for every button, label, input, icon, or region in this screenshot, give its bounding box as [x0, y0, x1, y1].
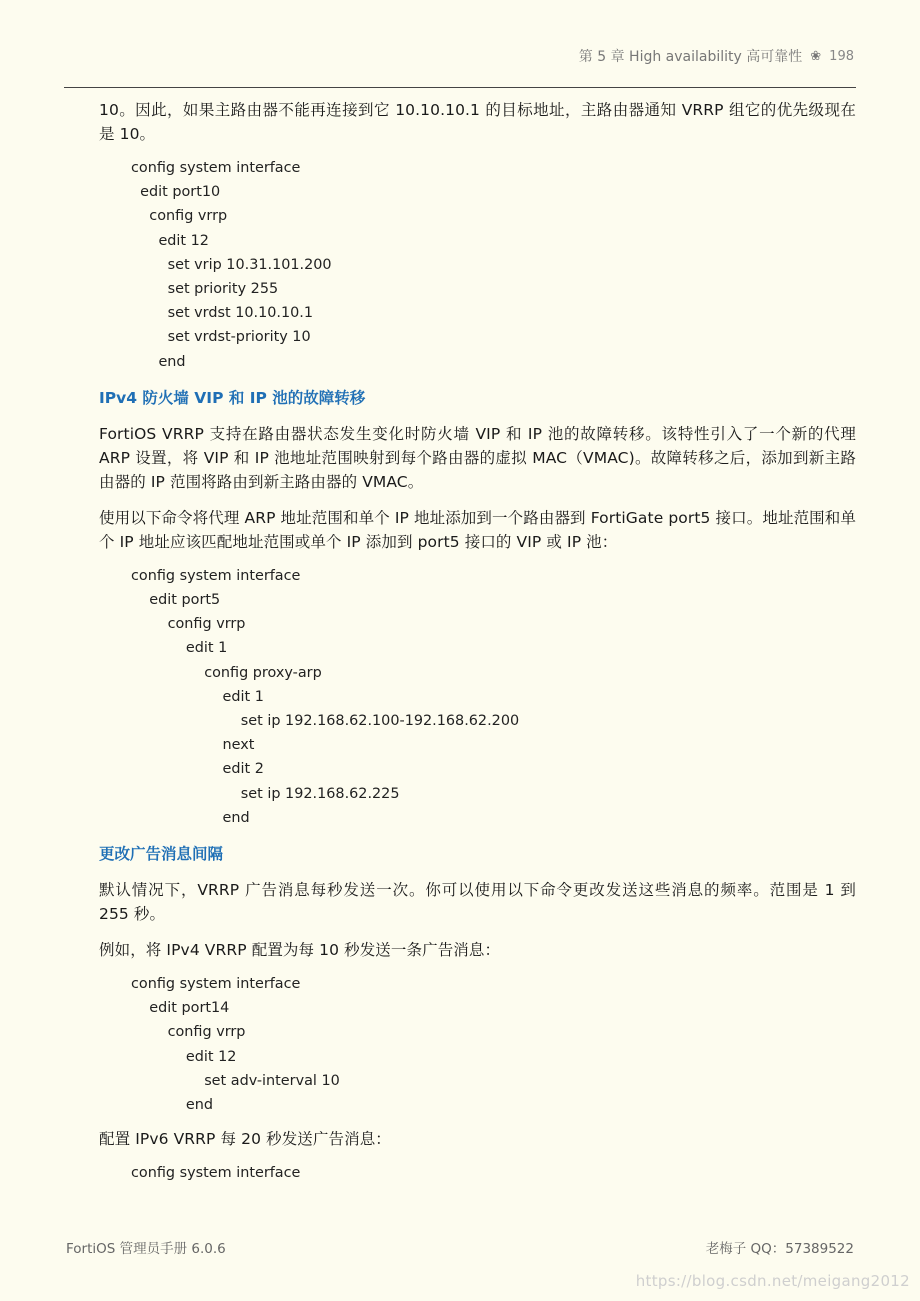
header-divider — [64, 87, 856, 88]
paragraph-4: 默认情况下，VRRP 广告消息每秒发送一次。你可以使用以下命令更改发送这些消息的频率。范围是 1 到 255 秒。 — [99, 881, 856, 924]
code-block-3 — [131, 972, 856, 1117]
code-line: config system interface — [131, 976, 301, 993]
page-footer — [66, 1237, 854, 1257]
section-heading-adv-interval: 更改广告消息间隔 — [99, 845, 224, 864]
code-line: config system interface — [131, 567, 301, 584]
code-line: set vrdst 10.10.10.1 — [131, 305, 314, 322]
code-line: edit port14 — [131, 1000, 230, 1017]
footer-author: 老梅子 QQ：57389522 — [705, 1241, 854, 1257]
code-line: set ip 192.168.62.225 — [131, 785, 400, 802]
section-heading-vip-failover: IPv4 防火墙 VIP 和 IP 池的故障转移 — [99, 388, 366, 407]
code-line: end — [131, 353, 186, 370]
code-line: next — [131, 737, 255, 754]
code-line: edit 1 — [131, 640, 228, 657]
code-line: config system interface — [131, 160, 301, 176]
code-line: set vrdst-priority 10 — [131, 329, 311, 346]
code-line: edit port5 — [131, 592, 221, 609]
code-line: edit 1 — [131, 688, 264, 705]
code-line: set vrip 10.31.101.200 — [131, 256, 332, 273]
code-line: end — [131, 1097, 214, 1114]
paragraph-1: 10。因此，如果主路由器不能再连接到它 10.10.10.1 的目标地址，主路由器通知 VRRP 组它的优先级现在是 10。 — [99, 101, 856, 143]
paragraph-6: 配置 IPv6 VRRP 每 20 秒发送广告消息： — [99, 1130, 391, 1149]
code-line: config vrrp — [131, 616, 246, 633]
code-block-1 — [131, 156, 856, 374]
code-line: edit 12 — [131, 1048, 237, 1065]
code-line: set adv-interval 10 — [131, 1072, 340, 1089]
code-line: config proxy-arp — [131, 664, 322, 681]
footer-manual-title: FortiOS 管理员手册 6.0.6 — [66, 1241, 226, 1257]
code-line: edit 2 — [131, 761, 264, 778]
code-line: set priority 255 — [131, 281, 279, 298]
page-content — [99, 98, 856, 1185]
code-line: config vrrp — [131, 1024, 246, 1041]
code-line: edit 12 — [131, 232, 209, 249]
code-line: config system interface — [131, 1165, 301, 1182]
paragraph-2: FortiOS VRRP 支持在路由器状态发生变化时防火墙 VIP 和 IP 池的故障转移。该特性引入了一个新的代理 ARP 设置，将 VIP 和 IP 池地址范围映射到每个路由器的虚拟 MAC（VMAC)。故障转移之后，添加到新主路由器的 IP 范围将路由到新主路由器的 VMAC。 — [99, 424, 856, 491]
watermark: https://blog.csdn.net/meigang2012 — [635, 1272, 910, 1290]
code-block-4 — [131, 1161, 856, 1185]
page-header — [579, 46, 854, 66]
code-line: end — [131, 809, 250, 826]
page-number: 198 — [829, 48, 854, 64]
chapter-title: 第 5 章 High availability 高可靠性 — [578, 49, 803, 65]
code-line: edit port10 — [131, 184, 221, 201]
code-line: set ip 192.168.62.100-192.168.62.200 — [131, 713, 520, 730]
code-line: config vrrp — [131, 208, 228, 225]
paragraph-3: 使用以下命令将代理 ARP 地址范围和单个 IP 地址添加到一个路由器到 FortiGate port5 接口。地址范围和单个 IP 地址应该匹配地址范围或单个 IP 添加到 port5 接口的 VIP 或 IP 池： — [99, 508, 856, 551]
paragraph-5: 例如，将 IPv4 VRRP 配置为每 10 秒发送一条广告消息： — [99, 941, 501, 960]
flower-icon: ❀ — [810, 48, 822, 64]
code-block-2 — [131, 564, 856, 830]
